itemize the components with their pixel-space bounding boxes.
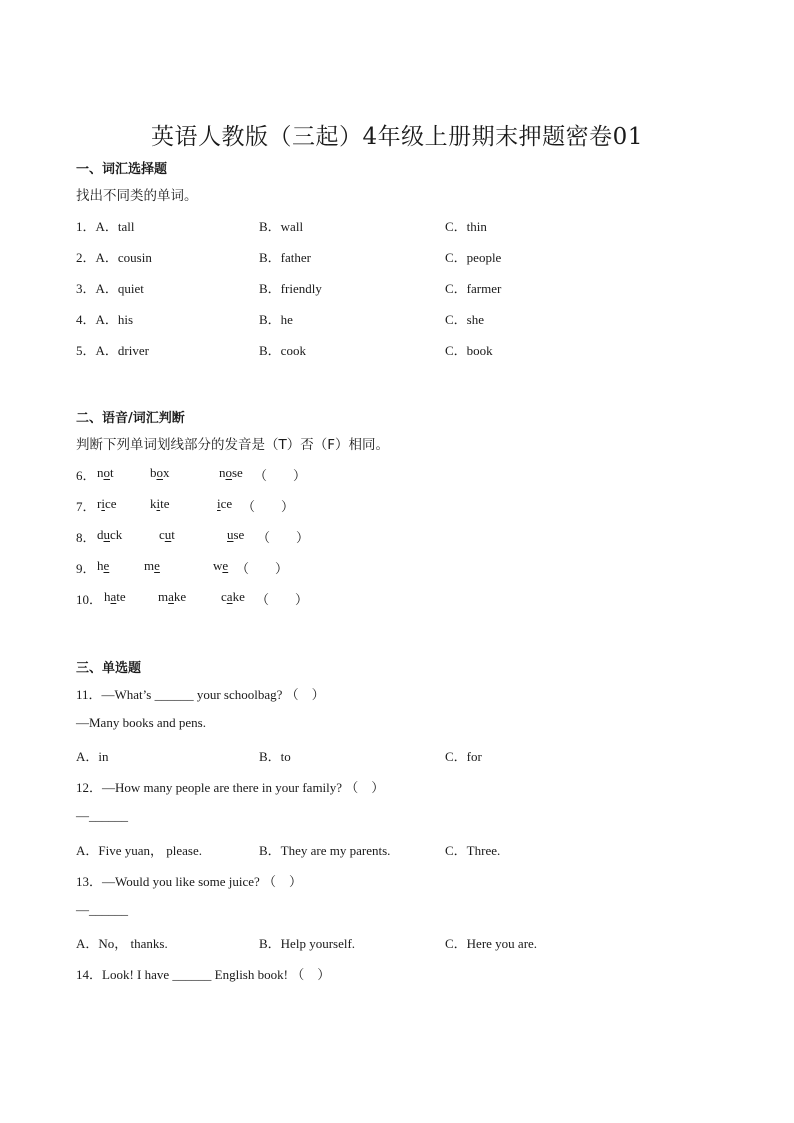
phonics-row-6 — [76, 465, 716, 483]
question-13-options — [76, 933, 716, 951]
question-11-reply: —Many books and pens. — [76, 715, 206, 730]
answer-blank[interactable]: （ ） — [236, 561, 289, 576]
question-row-1 — [76, 216, 716, 234]
option-a[interactable]: A．No， thanks. — [76, 936, 168, 951]
question-number: 3． — [76, 281, 96, 296]
section2-instruction: 判断下列单词划线部分的发音是（T）否（F）相同。 — [76, 437, 390, 453]
word-2: box — [150, 465, 170, 480]
option-a: A．cousin — [95, 250, 152, 265]
option-a: A．his — [95, 312, 134, 327]
option-b: B．he — [259, 312, 293, 327]
option-c[interactable]: C．Here you are. — [445, 936, 538, 951]
answer-blank[interactable]: （ ） — [257, 530, 310, 545]
word-1: he — [97, 558, 110, 573]
word-1: duck — [97, 527, 123, 542]
word-3: cake — [221, 589, 245, 604]
word-3: use — [227, 527, 245, 542]
option-b: B．cook — [259, 343, 306, 358]
option-a: A．driver — [95, 343, 149, 358]
question-number: 9． — [76, 561, 96, 576]
question-number: 10． — [76, 592, 103, 607]
word-1: not — [97, 465, 114, 480]
word-1: hate — [104, 589, 126, 604]
question-row-2 — [76, 247, 716, 265]
option-a: A．tall — [95, 219, 135, 234]
option-a[interactable]: A．Five yuan， please. — [76, 843, 203, 858]
answer-blank[interactable]: （ ） — [242, 499, 295, 514]
option-c: C．book — [445, 343, 493, 358]
phonics-row-10 — [76, 589, 716, 607]
option-c[interactable]: C．for — [445, 749, 482, 764]
question-11-stem: 11．—What’s ______ your schoolbag? （ ） — [76, 687, 325, 702]
word-2: me — [144, 558, 160, 573]
option-b[interactable]: B．Help yourself. — [259, 936, 356, 951]
option-a[interactable]: A．in — [76, 749, 109, 764]
question-14-stem: 14．Look! I have ______ English book! （ ） — [76, 967, 331, 982]
section2-heading: 二、语音/词汇判断 — [76, 411, 185, 426]
question-12-reply: —______ — [76, 808, 128, 823]
question-number: 2． — [76, 250, 96, 265]
question-13-stem: 13．—Would you like some juice? （ ） — [76, 874, 303, 889]
page-title: 英语人教版（三起）4年级上册期末押题密卷01 — [151, 124, 643, 150]
phonics-row-8 — [76, 527, 716, 545]
option-b[interactable]: B．They are my parents. — [259, 843, 391, 858]
question-number: 6． — [76, 468, 96, 483]
question-row-4 — [76, 309, 716, 327]
question-11-options — [76, 746, 716, 764]
option-c: C．thin — [445, 219, 487, 234]
option-c: C．she — [445, 312, 485, 327]
section3-heading: 三、单选题 — [76, 661, 142, 676]
question-number: 4． — [76, 312, 96, 327]
answer-blank[interactable]: （ ） — [254, 468, 307, 483]
question-number: 5． — [76, 343, 96, 358]
word-1: rice — [97, 496, 117, 511]
answer-blank[interactable]: （ ） — [256, 592, 309, 607]
option-a: A．quiet — [95, 281, 144, 296]
word-3: ice — [217, 496, 233, 511]
word-3: we — [213, 558, 229, 573]
option-b: B．friendly — [259, 281, 322, 296]
section1-heading: 一、词汇选择题 — [76, 162, 168, 177]
option-b: B．father — [259, 250, 311, 265]
question-number: 7． — [76, 499, 96, 514]
question-row-5 — [76, 340, 716, 358]
word-2: make — [158, 589, 187, 604]
question-number: 8． — [76, 530, 96, 545]
word-2: kite — [150, 496, 170, 511]
option-c: C．farmer — [445, 281, 502, 296]
option-b: B．wall — [259, 219, 304, 234]
question-12-stem: 12．—How many people are there in your family? （ ） — [76, 780, 385, 795]
question-row-3 — [76, 278, 716, 296]
phonics-row-9 — [76, 558, 716, 576]
word-3: nose — [219, 465, 243, 480]
question-13-reply: —______ — [76, 902, 128, 917]
question-12-options — [76, 840, 716, 858]
section1-instruction: 找出不同类的单词。 — [76, 188, 198, 204]
option-b[interactable]: B．to — [259, 749, 291, 764]
option-c[interactable]: C．Three. — [445, 843, 501, 858]
question-number: 1． — [76, 219, 96, 234]
word-2: cut — [159, 527, 175, 542]
option-c: C．people — [445, 250, 502, 265]
phonics-row-7 — [76, 496, 716, 514]
